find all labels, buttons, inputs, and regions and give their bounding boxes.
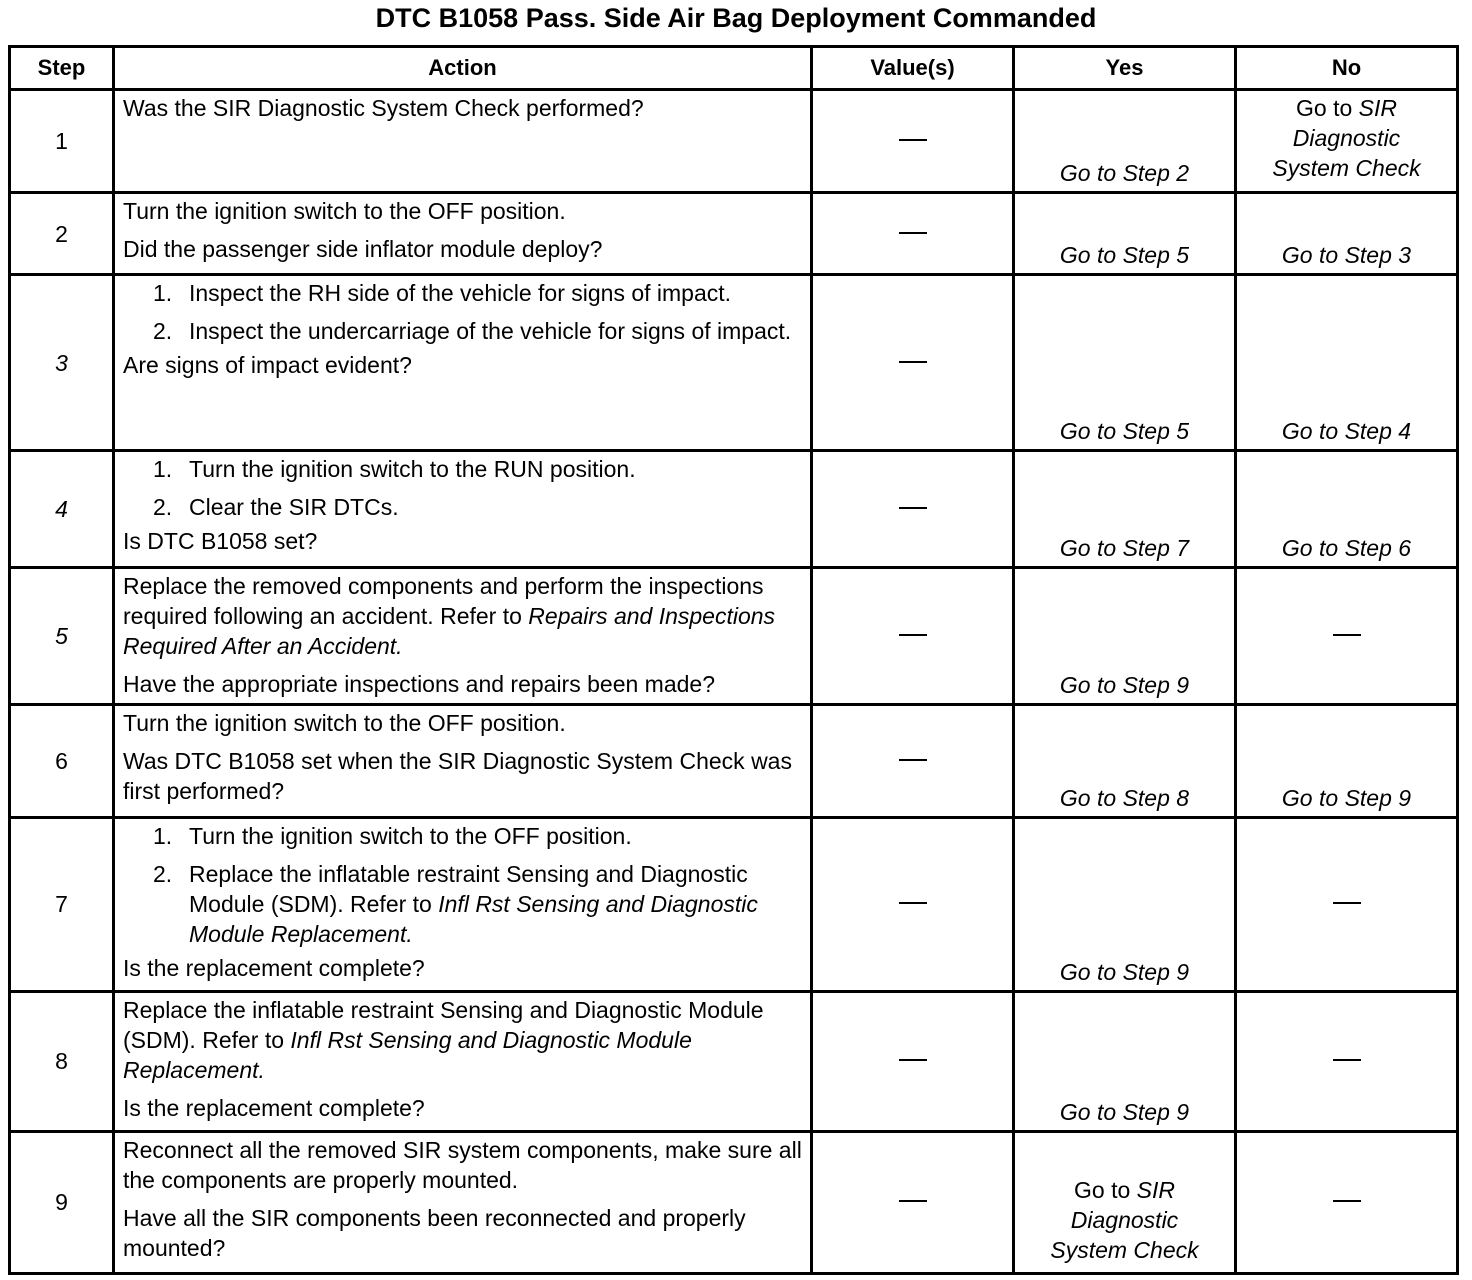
action-cell (114, 817, 812, 991)
dash-mark (1333, 1200, 1361, 1202)
no-link[interactable]: SIR (1358, 95, 1397, 121)
action-text: Reconnect all the removed SIR system components, make sure all the components are properly mounted. (123, 1136, 802, 1193)
action-question: Are signs of impact evident? (123, 352, 412, 379)
list-item (123, 278, 804, 308)
yes-cell: Go to Step 9 (1014, 991, 1236, 1131)
action-text: Turn the ignition switch to the OFF position. (123, 710, 566, 737)
yes-cell: Go to Step 8 (1014, 705, 1236, 817)
yes-cell: Go to Step 9 (1014, 568, 1236, 705)
action-question: Was DTC B1058 set when the SIR Diagnostic System Check was first performed? (123, 748, 792, 805)
value-cell (812, 275, 1014, 451)
yes-cell (1014, 1131, 1236, 1273)
action-cell (114, 991, 812, 1131)
value-cell (812, 817, 1014, 991)
table-row (10, 568, 1458, 705)
list-number: 2. (153, 494, 173, 521)
action-text-body: Replace the inflatable restraint Sensing and Diagnostic Module (SDM). Refer to (123, 996, 764, 1053)
list-text: Turn the ignition switch to the RUN position. (189, 456, 636, 483)
column-header-step: Step (10, 47, 114, 90)
no-cell: Go to Step 6 (1236, 451, 1458, 568)
action-cell (114, 451, 812, 568)
table-row (10, 451, 1458, 568)
list-number: 2. (153, 318, 173, 345)
yes-cell: Go to Step 5 (1014, 193, 1236, 275)
table-row (10, 991, 1458, 1131)
yes-prefix: Go to (1074, 1176, 1131, 1203)
list-text: Turn the ignition switch to the OFF position. (189, 822, 632, 849)
no-cell (1236, 991, 1458, 1131)
action-question: Have all the SIR components been reconnected and properly mounted? (123, 1204, 746, 1261)
list-item (123, 316, 804, 346)
yes-link[interactable]: System Check (1050, 1236, 1199, 1263)
dash-mark (1333, 1059, 1361, 1061)
no-cell: Go to Step 9 (1236, 705, 1458, 817)
no-link[interactable]: Diagnostic (1292, 125, 1401, 151)
table-row (10, 705, 1458, 817)
list-item (123, 492, 804, 522)
no-link[interactable]: System Check (1272, 155, 1421, 181)
column-header-action: Action (114, 47, 812, 90)
no-prefix: Go to (1296, 95, 1353, 121)
dash-mark (1333, 902, 1361, 904)
table-row (10, 275, 1458, 451)
dash-mark (899, 1200, 927, 1202)
value-cell (812, 568, 1014, 705)
yes-link[interactable]: SIR (1136, 1176, 1175, 1203)
action-question: Is the replacement complete? (123, 1094, 425, 1121)
step-number: 3 (10, 275, 114, 451)
dash-mark (899, 507, 927, 509)
action-steps (123, 454, 804, 522)
no-cell (1236, 90, 1458, 193)
list-number: 1. (153, 280, 173, 307)
step-number: 1 (10, 90, 114, 193)
reference-link[interactable]: Infl Rst Sensing and Diagnostic Module Replacement. (189, 890, 758, 947)
column-header-yes: Yes (1014, 47, 1236, 90)
action-question: Is the replacement complete? (123, 954, 425, 981)
dash-mark (1333, 634, 1361, 636)
list-text: Clear the SIR DTCs. (189, 494, 399, 521)
action-cell (114, 1131, 812, 1273)
no-cell (1236, 568, 1458, 705)
dash-mark (899, 232, 927, 234)
value-cell (812, 451, 1014, 568)
action-text: Turn the ignition switch to the OFF position. (123, 198, 566, 225)
page-title: DTC B1058 Pass. Side Air Bag Deployment Commanded (375, 3, 1097, 33)
step-number: 6 (10, 705, 114, 817)
action-text (123, 995, 804, 1085)
step-number: 4 (10, 451, 114, 568)
action-text (123, 571, 804, 661)
list-item (123, 454, 804, 484)
table-row (10, 1131, 1458, 1273)
step-number: 8 (10, 991, 114, 1131)
value-cell (812, 705, 1014, 817)
table-row (10, 193, 1458, 275)
action-steps (123, 821, 804, 949)
action-text-body: Replace the removed components and perform the inspections required following an accident. Refer to (123, 573, 764, 630)
list-text: Inspect the undercarriage of the vehicle for signs of impact. (189, 318, 792, 345)
list-item (123, 859, 804, 949)
no-cell: Go to Step 3 (1236, 193, 1458, 275)
value-cell (812, 1131, 1014, 1273)
action-question: Is DTC B1058 set? (123, 528, 318, 555)
action-cell (114, 193, 812, 275)
diagnostic-table (8, 45, 1459, 1275)
no-cell (1236, 1131, 1458, 1273)
yes-cell: Go to Step 2 (1014, 90, 1236, 193)
action-cell (114, 90, 812, 193)
action-text: Was the SIR Diagnostic System Check performed? (123, 95, 644, 121)
value-cell (812, 90, 1014, 193)
dash-mark (899, 1059, 927, 1061)
action-question: Have the appropriate inspections and repairs been made? (123, 671, 715, 698)
no-cell (1236, 817, 1458, 991)
dash-mark (899, 139, 927, 141)
list-number: 2. (153, 860, 173, 887)
column-header-values: Value(s) (812, 47, 1014, 90)
list-number: 1. (153, 822, 173, 849)
step-number: 9 (10, 1131, 114, 1273)
action-steps (123, 278, 804, 346)
action-cell (114, 705, 812, 817)
yes-cell: Go to Step 7 (1014, 451, 1236, 568)
step-number: 5 (10, 568, 114, 705)
table-header-row (10, 47, 1458, 90)
action-cell (114, 568, 812, 705)
table-row (10, 90, 1458, 193)
list-item (123, 821, 804, 851)
no-cell: Go to Step 4 (1236, 275, 1458, 451)
list-text: Inspect the RH side of the vehicle for signs of impact. (189, 280, 732, 307)
value-cell (812, 193, 1014, 275)
list-number: 1. (153, 456, 173, 483)
value-cell (812, 991, 1014, 1131)
yes-link[interactable]: Diagnostic (1070, 1206, 1179, 1233)
action-question: Did the passenger side inflator module deploy? (123, 236, 603, 263)
reference-link[interactable]: Repairs and Inspections Required After an Accident. (123, 603, 776, 660)
yes-cell: Go to Step 9 (1014, 817, 1236, 991)
list-text: Replace the inflatable restraint Sensing and Diagnostic Module (SDM). Refer to (189, 860, 748, 917)
dash-mark (899, 759, 927, 761)
dash-mark (899, 902, 927, 904)
step-number: 2 (10, 193, 114, 275)
column-header-no: No (1236, 47, 1458, 90)
yes-cell: Go to Step 5 (1014, 275, 1236, 451)
step-number: 7 (10, 817, 114, 991)
action-cell (114, 275, 812, 451)
dash-mark (899, 361, 927, 363)
dash-mark (899, 634, 927, 636)
table-row (10, 817, 1458, 991)
reference-link[interactable]: Infl Rst Sensing and Diagnostic Module Replacement. (123, 1026, 692, 1083)
